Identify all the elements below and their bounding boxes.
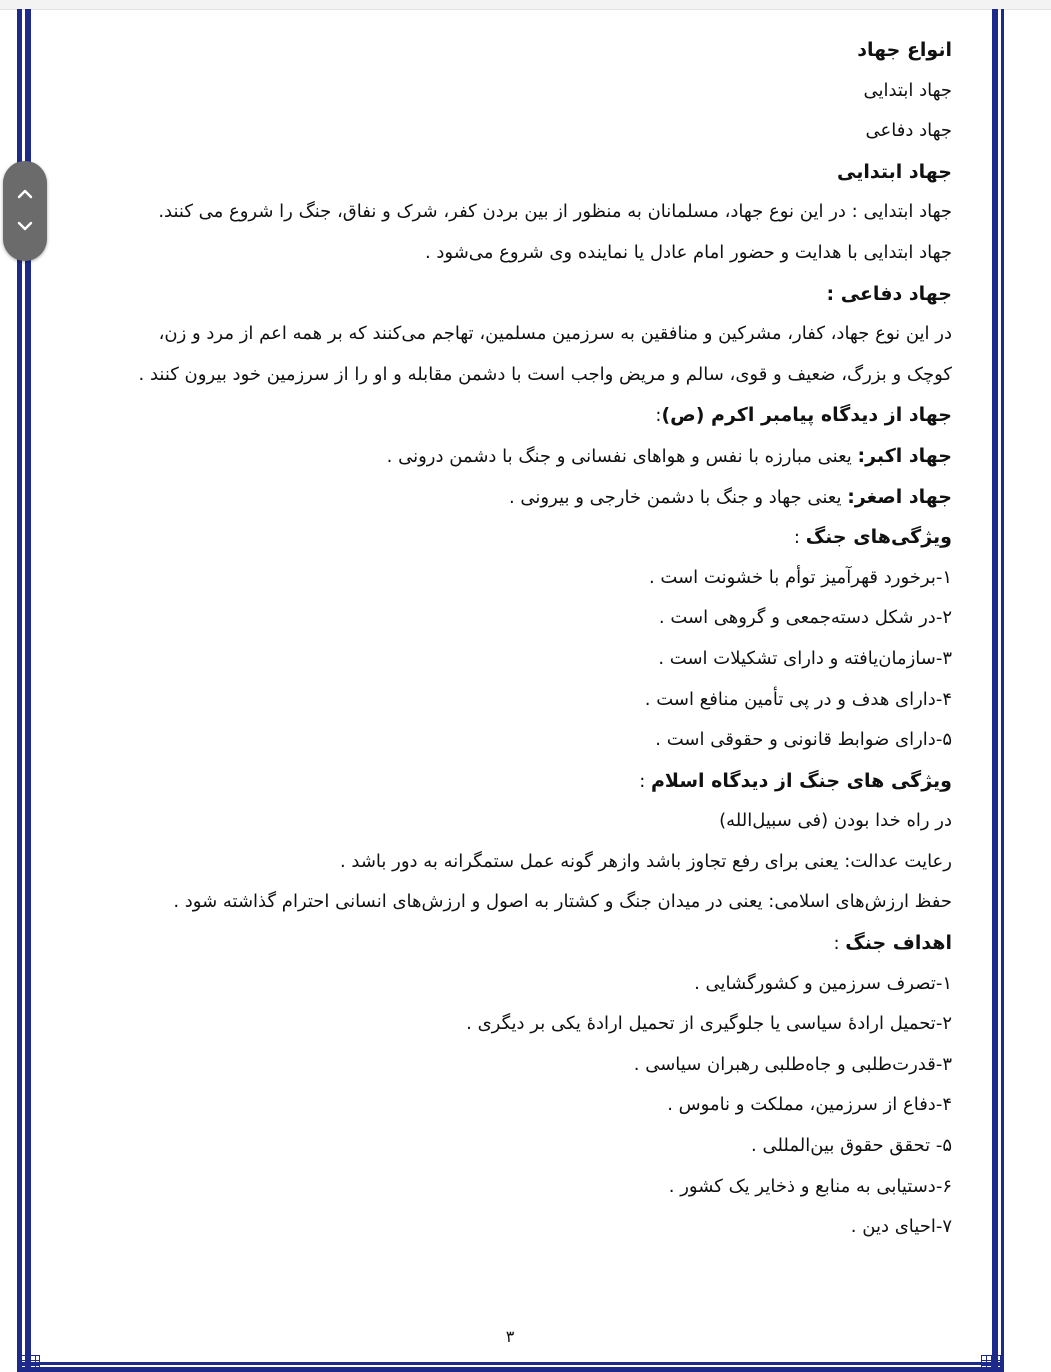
- page-border-bottom: [17, 1362, 1004, 1372]
- body-line: ۱-تصرف سرزمین و کشورگشایی .: [694, 972, 952, 994]
- bold-term: اهداف جنگ: [845, 932, 952, 955]
- body-line: در این نوع جهاد، کفار، مشرکین و منافقین به سرزمین مسلمین، تهاجم می‌کنند که بر همه اعم از مرد و زن،: [158, 323, 952, 345]
- mixed-line: [50, 395, 952, 436]
- page-border-corner-left: [20, 1355, 40, 1371]
- body-line: جهاد ابتدایی : در این نوع جهاد، مسلمانان به منظور از بین بردن کفر، شرک و نفاق، جنگ را شروع می کنند.: [158, 201, 952, 223]
- body-line: جهاد ابتدایی با هدایت و حضور امام عادل یا نماینده وی شروع می‌شود .: [424, 241, 952, 263]
- body-line: ۳-سازمان‌یافته و دارای تشکیلات است .: [658, 647, 952, 669]
- body-line: ۱-برخورد قهرآمیز توأم با خشونت است .: [648, 566, 952, 588]
- page-border-right: [990, 9, 1004, 1372]
- section-heading: انواع جهاد: [857, 39, 952, 61]
- bold-term: ویژگی‌های جنگ: [805, 526, 952, 549]
- body-line: در راه خدا بودن (فی سبیل‌الله): [719, 810, 952, 832]
- section-heading: جهاد دفاعی :: [826, 282, 952, 305]
- viewer-top-strip: [0, 0, 1051, 10]
- bold-term: ویژگی های جنگ از دیدگاه اسلام: [651, 769, 952, 792]
- line-rest: یعنی مبارزه با نفس و هواهای نفسانی و جنگ با دشمن درونی .: [386, 445, 858, 467]
- body-line: جهاد ابتدایی: [863, 79, 952, 101]
- line-rest: :: [655, 405, 662, 427]
- line-rest: یعنی جهاد و جنگ با دشمن خارجی و بیرونی .: [508, 486, 848, 508]
- mixed-line: [50, 923, 952, 964]
- page-scroll-widget: [3, 161, 47, 261]
- mixed-line: [50, 517, 952, 558]
- body-line: ۴-دارای هدف و در پی تأمین منافع است .: [644, 688, 952, 710]
- line-rest: :: [639, 770, 651, 792]
- body-line: ۷-احیای دین .: [850, 1216, 952, 1238]
- line-rest: :: [793, 527, 806, 549]
- page-number: ۳: [505, 1327, 515, 1346]
- mixed-line: [50, 436, 952, 477]
- body-line: ۶-دستیابی به منابع و ذخایر یک کشور .: [668, 1175, 952, 1197]
- chevron-up-icon[interactable]: [13, 181, 37, 207]
- mixed-line: [50, 761, 952, 802]
- section-heading: جهاد ابتدایی: [837, 160, 952, 183]
- mixed-line: [50, 477, 952, 518]
- body-line: ۲-تحمیل ارادهٔ سیاسی یا جلوگیری از تحمیل ارادهٔ یکی بر دیگری .: [466, 1013, 952, 1035]
- body-line: ۲-در شکل دسته‌جمعی و گروهی است .: [658, 607, 952, 629]
- body-line: ۴-دفاع از سرزمین، مملکت و ناموس .: [667, 1094, 952, 1116]
- chevron-down-icon[interactable]: [13, 213, 37, 239]
- body-line: ۳-قدرت‌طلبی و جاه‌طلبی رهبران سیاسی .: [633, 1053, 952, 1075]
- bold-term: جهاد از دیدگاه پیامبر اکرم (ص): [661, 404, 952, 427]
- body-line: حفظ ارزش‌های اسلامی: یعنی در میدان جنگ و کشتار به اصول و ارزش‌های انسانی احترام گذاشته شود .: [173, 891, 952, 913]
- document-body: [50, 30, 952, 1248]
- body-line: کوچک و بزرگ، ضعیف و قوی، سالم و مریض واجب است با دشمن مقابله و او را از سرزمین خود بیرون کنند .: [138, 363, 952, 385]
- body-line: رعایت عدالت: یعنی برای رفع تجاوز باشد وازهر گونه عمل ستمگرانه به دور باشد .: [339, 850, 952, 872]
- body-line: ۵-دارای ضوابط قانونی و حقوقی است .: [655, 729, 952, 751]
- bold-term: جهاد اصغر:: [847, 485, 952, 508]
- bold-term: جهاد اکبر:: [857, 444, 952, 467]
- body-line: جهاد دفاعی: [865, 120, 952, 142]
- page-border-corner-right: [981, 1355, 1001, 1371]
- line-rest: :: [833, 933, 846, 955]
- body-line: ۵- تحقق حقوق بین‌المللی .: [751, 1135, 952, 1157]
